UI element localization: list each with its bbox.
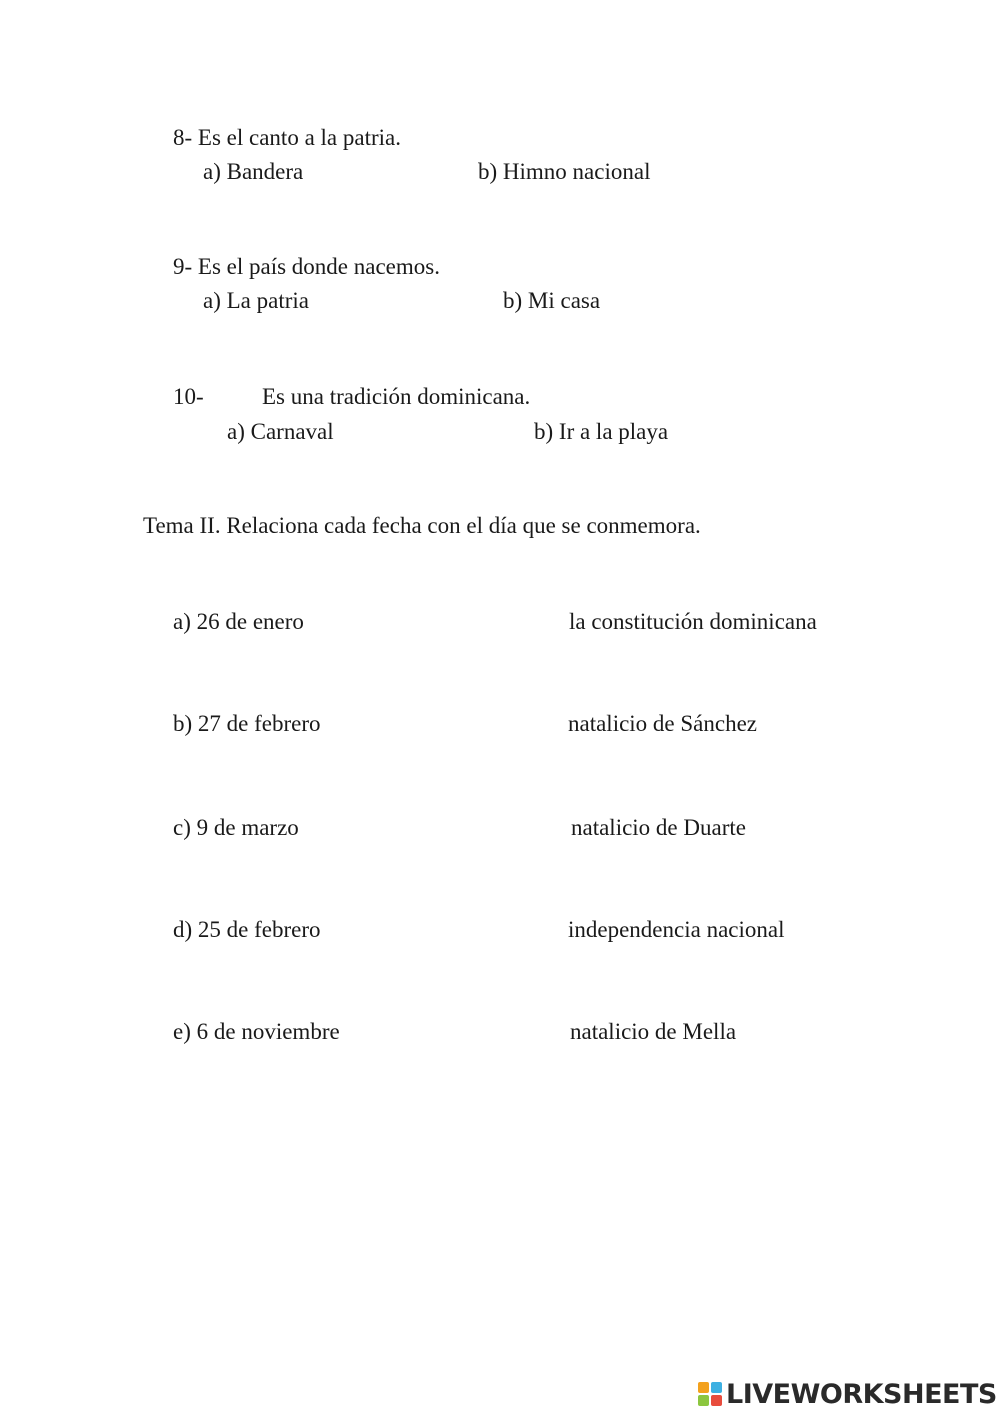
logo-block [698,1395,709,1406]
question-10-option-b: b) Ir a la playa [534,419,669,444]
question-10-option-a: a) Carnaval [227,419,334,444]
question-9-option-b: b) Mi casa [503,288,601,313]
event-item: natalicio de Sánchez [568,711,758,736]
logo-block [711,1382,722,1393]
date-item: b) 27 de febrero [173,711,321,736]
logo-block [698,1382,709,1393]
date-item: d) 25 de febrero [173,917,321,942]
event-item: independencia nacional [568,917,785,942]
logo-blocks-icon [698,1382,722,1406]
date-item: c) 9 de marzo [173,815,299,840]
event-item: natalicio de Mella [570,1019,737,1044]
event-item: la constitución dominicana [569,609,817,634]
question-8-option-b: b) Himno nacional [478,159,651,184]
question-9-stem: 9- Es el país donde nacemos. [173,254,440,279]
liveworksheets-logo [698,1379,997,1409]
section-2-title: Tema II. Relaciona cada fecha con el día que se conmemora. [143,513,701,538]
question-8-option-a: a) Bandera [203,159,304,184]
event-item: natalicio de Duarte [571,815,746,840]
date-item: a) 26 de enero [173,609,304,634]
date-item: e) 6 de noviembre [173,1019,340,1044]
question-10-stem: Es una tradición dominicana. [262,384,531,409]
logo-block [711,1395,722,1406]
question-9-option-a: a) La patria [203,288,309,313]
question-8-stem: 8- Es el canto a la patria. [173,125,401,150]
question-10-number: 10- [173,384,204,409]
logo-text: LIVEWORKSHEETS [726,1378,997,1410]
